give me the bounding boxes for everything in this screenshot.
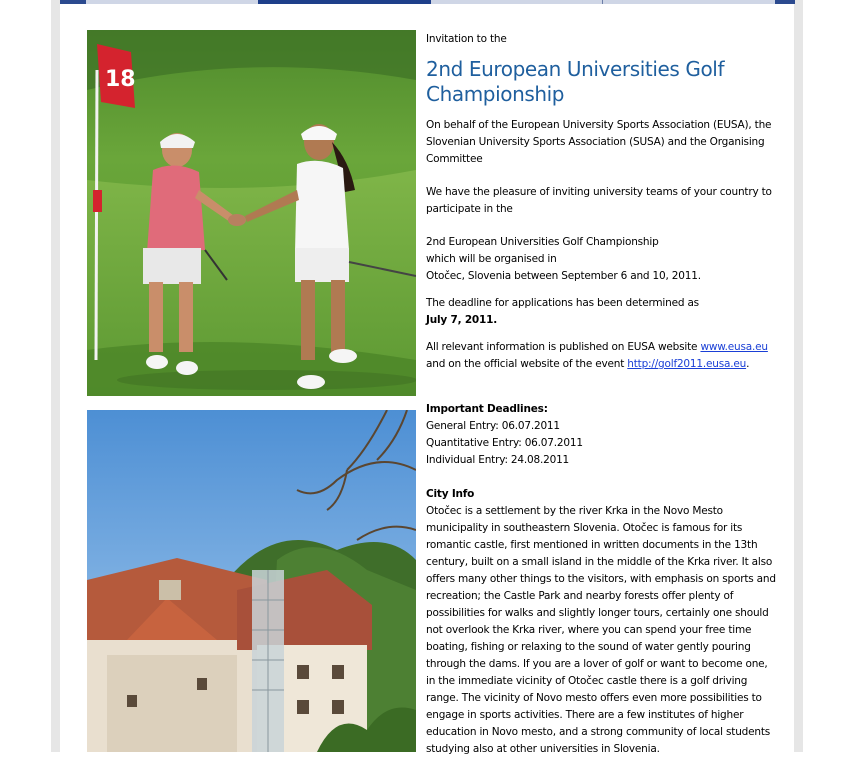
eusa-website-link[interactable]: www.eusa.eu xyxy=(700,341,768,353)
info-suffix: . xyxy=(746,358,750,370)
page-title: 2nd European Universities Golf Championship xyxy=(426,57,725,106)
info-middle: and on the official website of the event xyxy=(426,358,625,370)
deadline-text: The deadline for applications has been determined as xyxy=(426,297,699,309)
individual-entry: Individual Entry: 24.08.2011 xyxy=(426,454,570,466)
nav-tab[interactable] xyxy=(86,0,258,4)
city-info-heading: City Info xyxy=(426,488,475,500)
event-name: 2nd European Universities Golf Championship xyxy=(426,236,659,248)
golf-handshake-photo xyxy=(87,30,416,396)
deadlines-section xyxy=(426,401,778,469)
otocec-castle-photo xyxy=(87,410,416,752)
intro-text: Invitation to the xyxy=(426,33,507,45)
event-organised: which will be organised in xyxy=(426,253,557,265)
info-paragraph xyxy=(426,339,778,373)
city-info-body: Otočec is a settlement by the river Krka in the Novo Mesto municipality in southeastern Slovenia. Otočec is famous for its romantic castle, first mentioned in written documents in the 13th century, built on a small island in the middle of the Krka river. It also offers many other things to the visitors, with emphasis on sports and recreation; the Castle Park and nearby forests offer plenty of possibilities for walks and slightly longer tours, certainly one should not overlook the Krka river, where you can spend your free time boating, fishing or relaxing to the sound of water gently pouring through the dams. If you are a lover of golf or want to become one, in the immediate vicinity of Otočec castle there is a golf driving range. The vicinity of Novo mesto offers even more possibilities to engage in sports activities. There are a few institutes of higher education in Novo mesto, and a strong community of local students studying also at other universities in Slovenia. xyxy=(426,505,776,755)
nav-tab[interactable] xyxy=(603,0,775,4)
general-entry: General Entry: 06.07.2011 xyxy=(426,420,560,432)
nav-search-icon[interactable] xyxy=(775,0,795,4)
deadline-date: July 7, 2011. xyxy=(426,314,498,326)
invitation-text-column xyxy=(426,31,778,758)
event-website-link[interactable]: http://golf2011.eusa.eu xyxy=(627,358,747,370)
city-info-section xyxy=(426,486,778,758)
nav-tab[interactable] xyxy=(431,0,603,4)
deadlines-heading: Important Deadlines: xyxy=(426,403,548,415)
nav-tab-active[interactable] xyxy=(258,0,431,4)
quantitative-entry: Quantitative Entry: 06.07.2011 xyxy=(426,437,583,449)
behalf-paragraph: On behalf of the European University Sports Association (EUSA), the Slovenian University Sports Association (SUSA) and the Organising Committee xyxy=(426,119,772,165)
event-location: Otočec, Slovenia between September 6 and 10, 2011. xyxy=(426,270,701,282)
invite-paragraph: We have the pleasure of inviting university teams of your country to participate in the xyxy=(426,186,772,215)
nav-segment[interactable] xyxy=(60,0,86,4)
flag-number: 18 xyxy=(105,67,136,92)
top-navigation-bar xyxy=(60,0,803,4)
info-prefix: All relevant information is published on EUSA website xyxy=(426,341,698,353)
